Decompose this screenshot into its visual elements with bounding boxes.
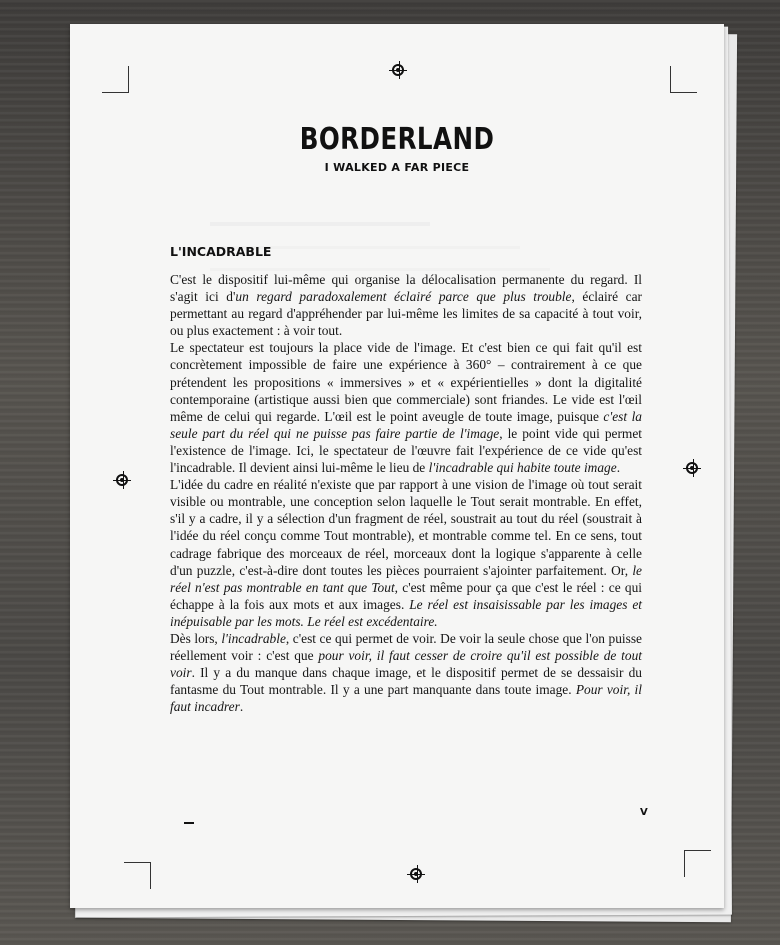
registration-mark-icon bbox=[392, 64, 404, 76]
text-run: . bbox=[616, 460, 621, 476]
text-run: , éclairé car permettant au regard d'appréhender par lui-même les limites de sa capacité à tout voir, ou plus exactement : à voir tout. bbox=[170, 289, 643, 339]
text-run: , c'est ce qui permet de voir. De voir la seule chose que l'on puisse réellement voir : c'est que bbox=[170, 630, 642, 664]
body-text bbox=[170, 271, 642, 715]
crop-mark-top-left bbox=[102, 66, 129, 93]
text-run: . Il y a du manque dans chaque image, et le dispositif permet de se dessaisir du fantasme du Tout montrable. Il y a une part manquante dans toute image. bbox=[170, 665, 642, 698]
registration-mark-icon bbox=[686, 462, 698, 474]
section-heading: L'INCADRABLE bbox=[170, 244, 272, 259]
text-run: L'idée du cadre en réalité n'existe que par rapport à une vision de l'image où tout serait visible ou montrable, une conception selon laquelle le Tout serait montrable. En effet, s'il y a cadre, il y a sélection d'un fragment de réel, soustrait au tout du réel (soustrait à l'idée du réel conçu comme Tout montrable), et montrable comme tel. En ce sens, tout cadrage fabrique des morceaux de réel, morceaux dont la logique s'apparente à celle d'un puzzle, c'est-à-dire dont toutes les pièces pourraient s'ajointer parfaitement. Or, bbox=[170, 477, 642, 578]
italic-run: le réel n'est pas montrable en tant que Tout bbox=[170, 562, 642, 595]
body-paragraph bbox=[170, 630, 642, 715]
text-run: . bbox=[239, 699, 244, 715]
italic-run: Le réel est insaisissable par les images et inépuisable par les mots. Le réel est excédentaire. bbox=[170, 596, 642, 629]
printed-page bbox=[70, 24, 724, 908]
italic-run: l'incadrable bbox=[221, 630, 286, 646]
body-paragraph bbox=[170, 339, 642, 476]
italic-run: pour voir, il faut cesser de croire qu'il est possible de tout voir bbox=[170, 648, 642, 681]
italic-run: un regard paradoxalement éclairé parce que plus trouble bbox=[235, 289, 572, 305]
registration-mark-icon bbox=[116, 474, 128, 486]
italic-run: Pour voir, il faut incadrer bbox=[170, 682, 642, 715]
crop-mark-bottom-left bbox=[124, 862, 151, 889]
italic-run: c'est la seule part du réel qui ne puisse pas faire partie de l'image bbox=[170, 408, 642, 441]
registration-mark-icon bbox=[410, 868, 422, 880]
body-paragraph bbox=[170, 476, 642, 630]
crop-mark-bottom-right bbox=[684, 850, 711, 877]
text-run: , c'est même pour ça que c'est le réel : ce qui échappe à la fois aux mots et aux images. bbox=[170, 579, 642, 612]
text-run: Dès lors, bbox=[170, 630, 222, 646]
text-run: Le spectateur est toujours la place vide de l'image. Et c'est bien ce qui fait qu'il est concrètement impossible de faire une expérience à 360° – contrairement à ce que prétendent les propositions « immersives » et « expérientielles » dont la digitalité contemporaine (artistique aussi bien que commerciale) sont friandes. Le vide est l'œil même de celui qui regarde. L'œil est le point aveugle de toute image, puisque bbox=[170, 340, 642, 424]
page-subtitle: I WALKED A FAR PIECE bbox=[324, 161, 470, 174]
text-run: , le point vide qui permet l'existence de l'image. Ici, le spectateur de l'œuvre fait l'expérience de ce vide qu'est l'incadrable. Il devient ainsi lui-même le lieu de bbox=[170, 425, 642, 476]
page-title: BORDERLAND bbox=[299, 122, 495, 157]
page-number: V bbox=[640, 807, 648, 818]
body-paragraph bbox=[170, 271, 642, 339]
footer-dash bbox=[184, 822, 194, 824]
crop-mark-top-right bbox=[670, 66, 697, 93]
text-run: C'est le dispositif lui-même qui organise la délocalisation permanente du regard. Il s'agit ici d' bbox=[170, 272, 642, 305]
italic-run: l'incadrable qui habite toute image bbox=[428, 460, 617, 476]
